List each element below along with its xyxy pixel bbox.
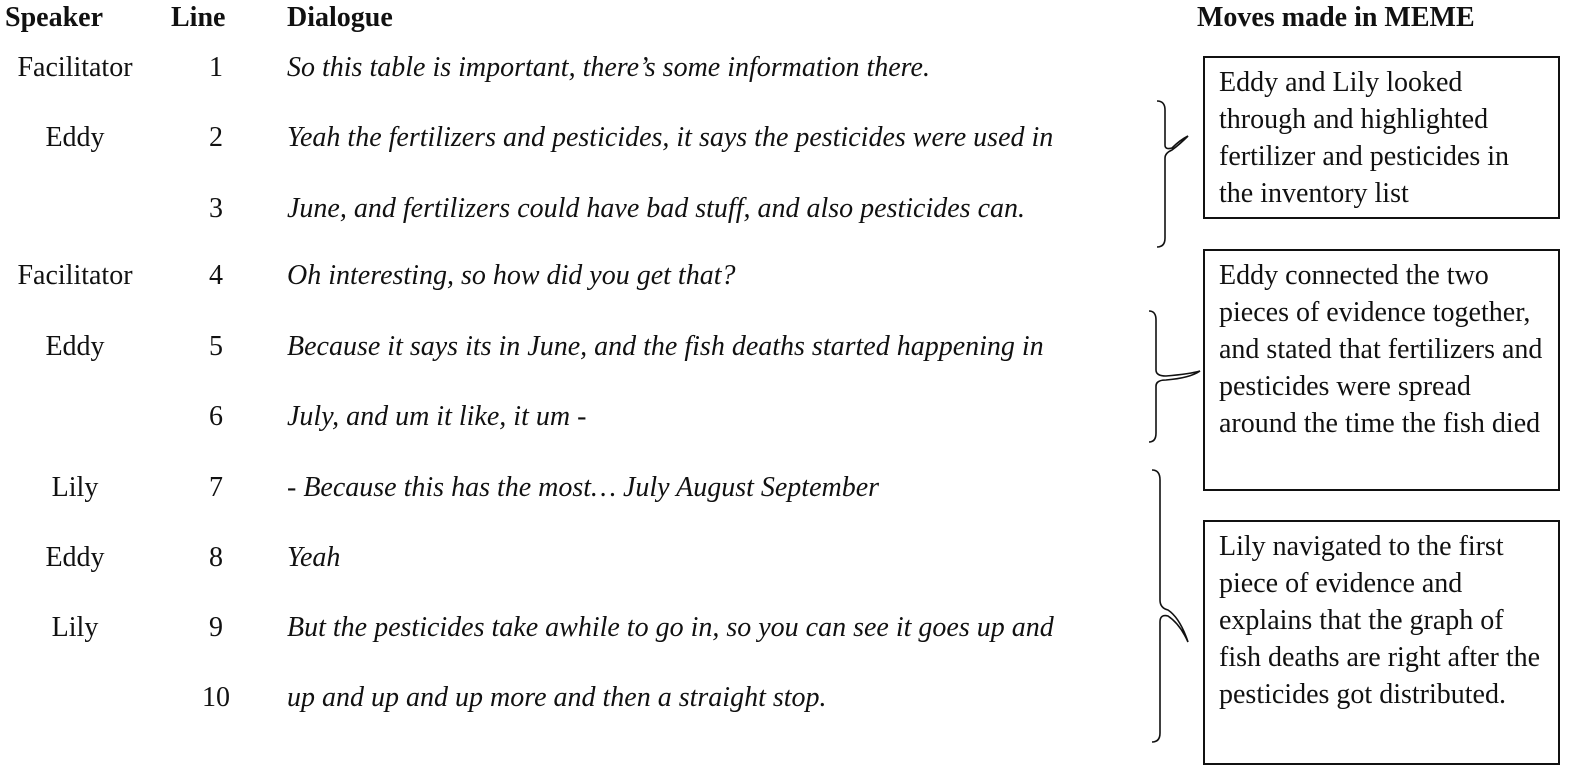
- row-line-number: 8: [209, 542, 223, 573]
- row-line-number: 7: [209, 472, 223, 503]
- row-speaker: Facilitator: [17, 260, 133, 291]
- row-line-number: 6: [209, 401, 223, 432]
- header-moves: Moves made in MEME: [1197, 2, 1475, 33]
- row-line-number: 4: [209, 260, 223, 291]
- row-line-number: 10: [202, 682, 230, 713]
- row-dialogue: Yeah the fertilizers and pesticides, it says the pesticides were used in: [287, 122, 1054, 153]
- row-speaker: Lily: [51, 472, 99, 503]
- row-line-number: 5: [209, 331, 223, 362]
- row-speaker: Lily: [51, 612, 99, 643]
- brace-3: [1152, 470, 1188, 742]
- row-dialogue: July, and um it like, it um -: [287, 401, 587, 432]
- header-line: Line: [171, 2, 226, 33]
- row-dialogue: Yeah: [287, 542, 341, 573]
- brace-1: [1157, 101, 1188, 247]
- brace-2: [1149, 311, 1200, 442]
- row-dialogue: June, and fertilizers could have bad stuff, and also pesticides can.: [287, 193, 1026, 224]
- row-speaker: Eddy: [45, 331, 105, 362]
- row-speaker: Eddy: [45, 122, 105, 153]
- row-speaker: Facilitator: [17, 52, 133, 83]
- row-dialogue: But the pesticides take awhile to go in, so you can see it goes up and: [287, 612, 1054, 643]
- row-dialogue: Oh interesting, so how did you get that?: [287, 260, 736, 291]
- row-dialogue: Because it says its in June, and the fish deaths started happening in: [287, 331, 1044, 362]
- row-line-number: 1: [209, 52, 223, 83]
- row-dialogue: up and up and up more and then a straight stop.: [287, 682, 827, 713]
- row-line-number: 2: [209, 122, 223, 153]
- header-dialogue: Dialogue: [287, 2, 393, 33]
- row-dialogue: So this table is important, there’s some information there.: [287, 52, 930, 83]
- header-speaker: Speaker: [5, 2, 103, 33]
- row-line-number: 9: [209, 612, 223, 643]
- row-dialogue: - Because this has the most… July August September: [287, 472, 880, 503]
- move-box-1: Eddy and Lily looked through and highlighted fertilizer and pesticides in the inventory list: [1203, 56, 1560, 219]
- row-line-number: 3: [209, 193, 223, 224]
- row-speaker: Eddy: [45, 542, 105, 573]
- move-box-2: Eddy connected the two pieces of evidence together, and stated that fertilizers and pesticides were spread around the time the fish died: [1203, 249, 1560, 491]
- move-box-3: Lily navigated to the first piece of evidence and explains that the graph of fish deaths are right after the pesticides got distributed.: [1203, 520, 1560, 765]
